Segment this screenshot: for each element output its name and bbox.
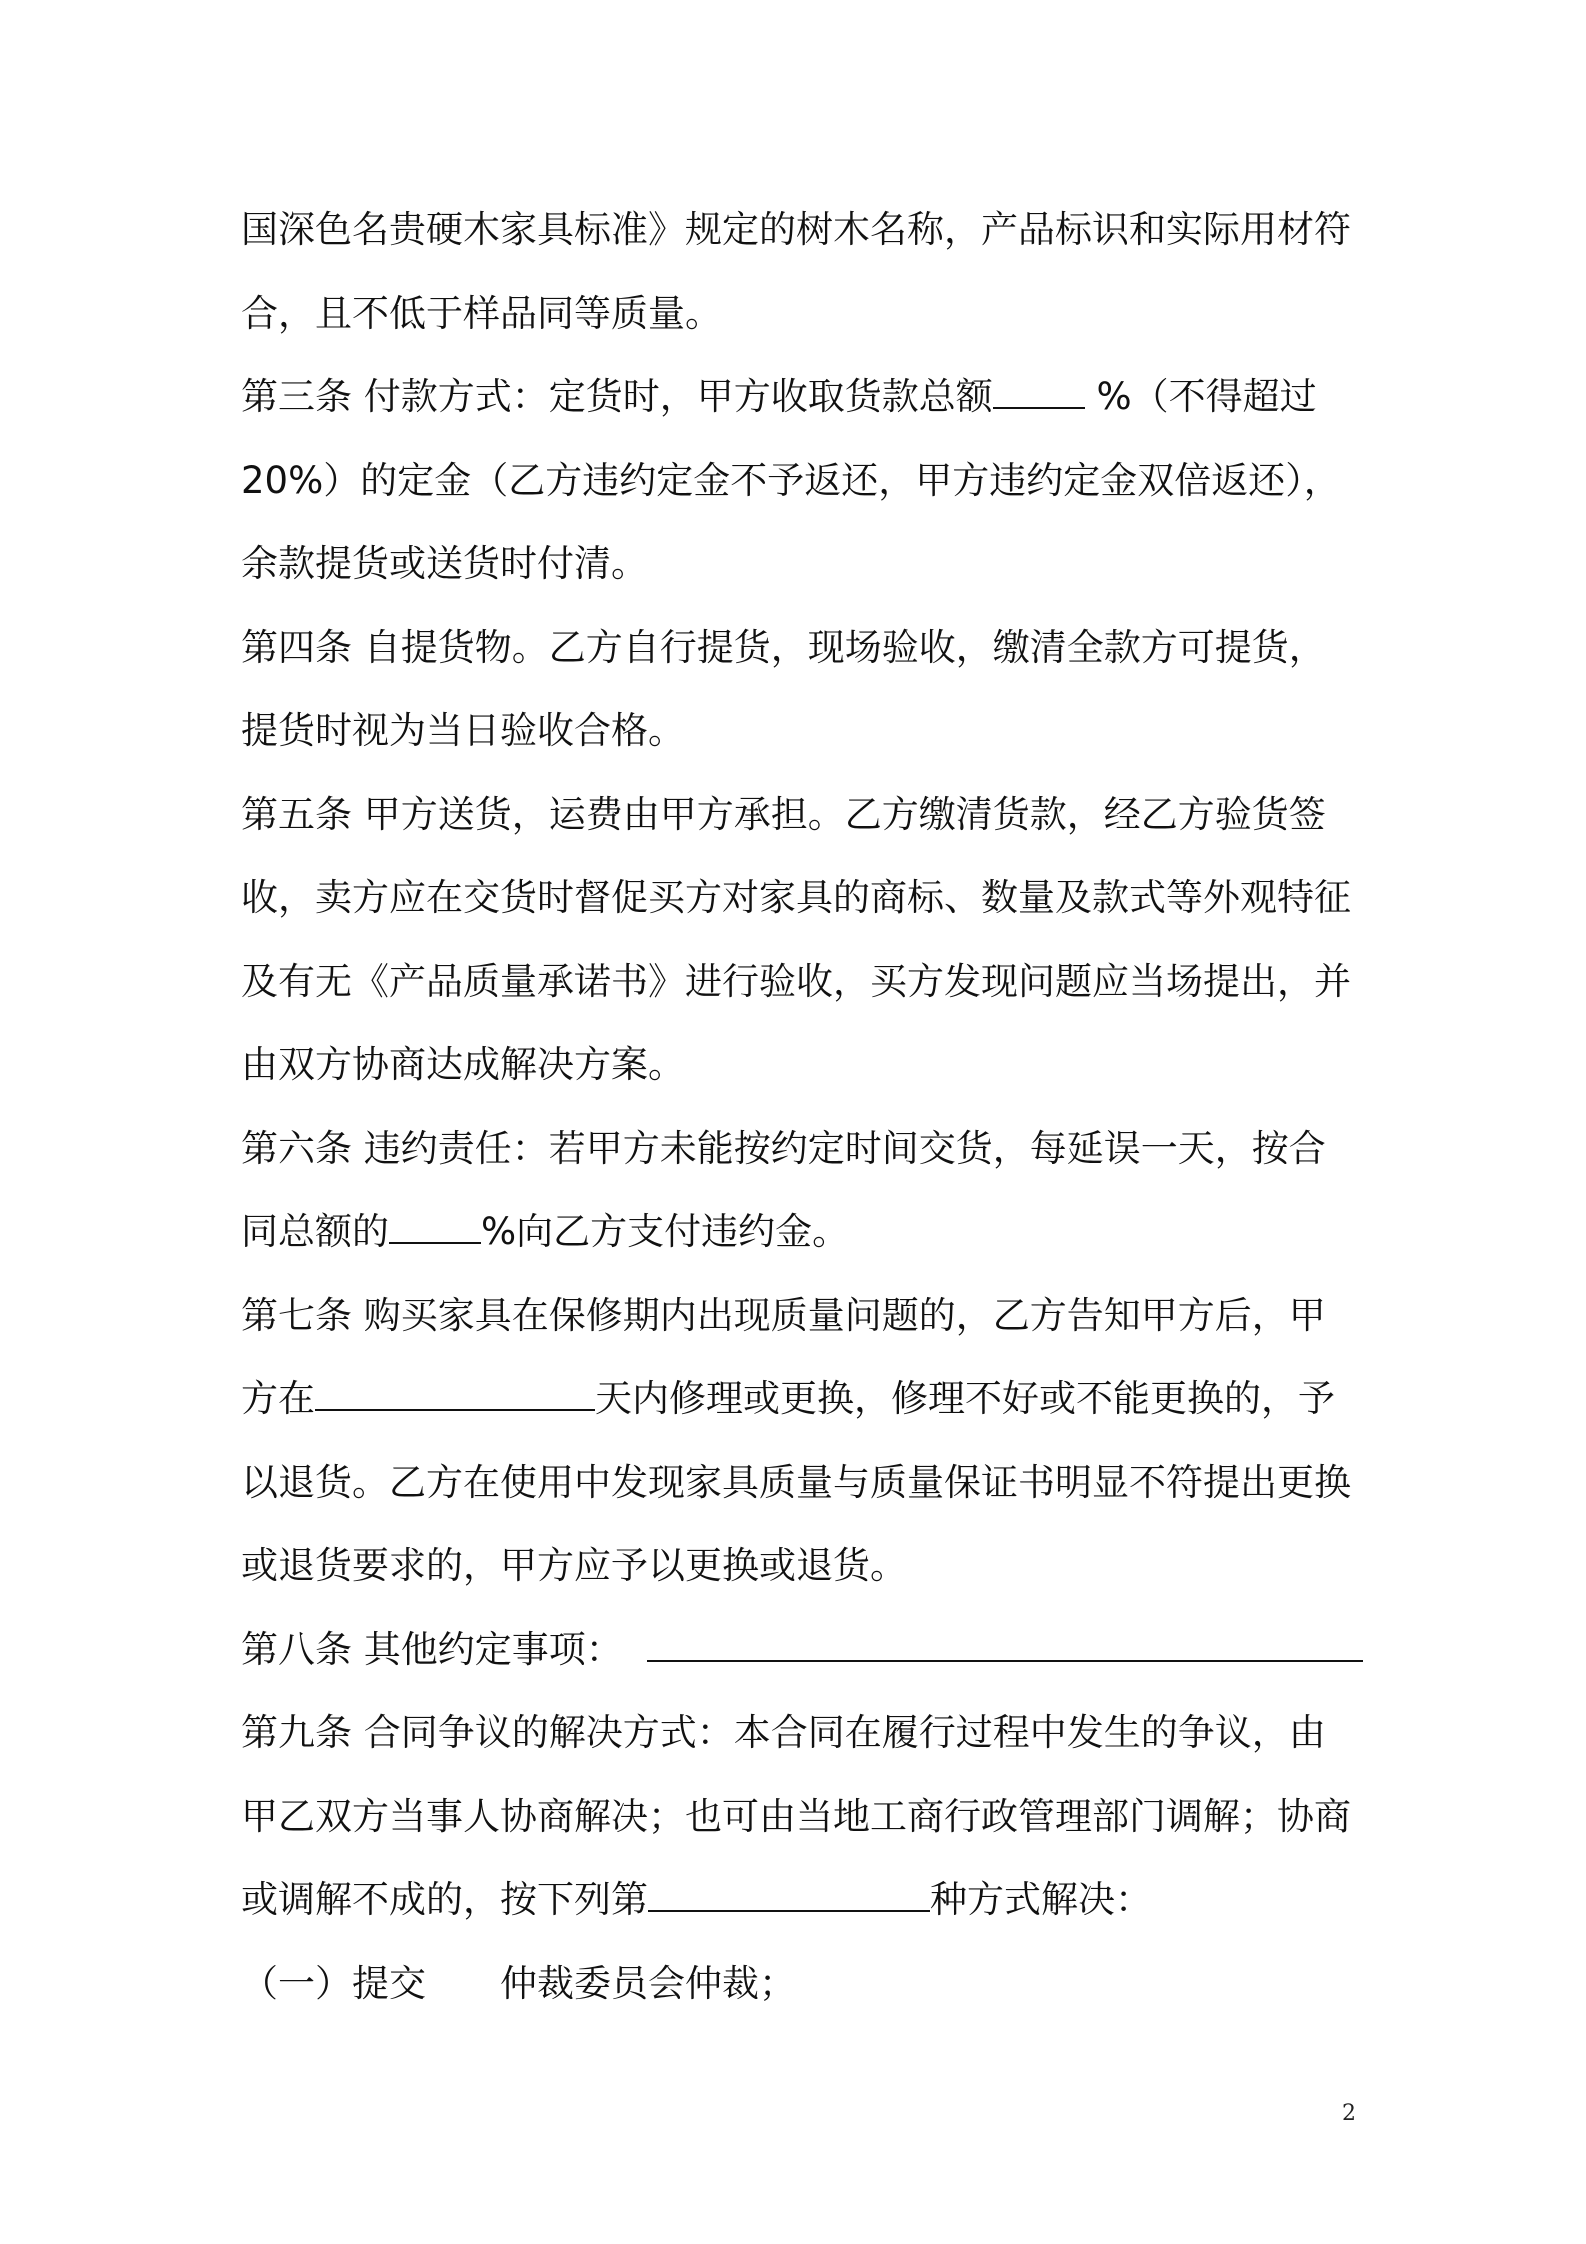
- text-line: 及有无《产品质量承诺书》进行验收，买方发现问题应当场提出，并: [241, 959, 1351, 1003]
- text-line: 甲乙双方当事人协商解决；也可由当地工商行政管理部门调解；协商: [241, 1794, 1351, 1838]
- dispute-text-end: 种方式解决：: [930, 1878, 1152, 1921]
- penalty-text: 同总额的: [241, 1210, 389, 1253]
- clause-3-text-end: %（不得超过: [1084, 375, 1317, 418]
- text-line: 20%）的定金（乙方违约定金不予返还，甲方违约定金双倍返还），: [241, 458, 1341, 502]
- repair-text-end: 天内修理或更换，修理不好或不能更换的，予: [595, 1377, 1335, 1420]
- clause-3-text: 第三条 付款方式：定货时，甲方收取货款总额: [241, 375, 993, 418]
- arbitration-line: [241, 1942, 1361, 2026]
- page-number: 2: [1342, 2101, 1356, 2126]
- contract-body: [241, 188, 1361, 2025]
- text-line: 余款提货或送货时付清。: [241, 542, 648, 585]
- text-line: 以退货。乙方在使用中发现家具质量与质量保证书明显不符提出更换: [241, 1460, 1351, 1504]
- repair-text: 方在: [241, 1377, 315, 1420]
- arbitration-text: （一）提交: [241, 1961, 426, 2005]
- text-line: 收，卖方应在交货时督促买方对家具的商标、数量及款式等外观特征: [241, 876, 1351, 919]
- penalty-percent-blank: [389, 1206, 481, 1244]
- text-line: 合，且不低于样品同等质量。: [241, 291, 722, 335]
- penalty-line: [241, 1190, 1361, 1274]
- repair-days-line: [241, 1357, 1361, 1441]
- text-line: 由双方协商达成解决方案。: [241, 1043, 685, 1086]
- clause-5-line: 第五条 甲方送货，运费由甲方承担。乙方缴清货款，经乙方验货签: [241, 792, 1326, 836]
- arbitration-text-end: 仲裁委员会仲裁；: [500, 1961, 796, 2005]
- dispute-method-blank: [648, 1874, 930, 1912]
- clause-4-line: 第四条 自提货物。乙方自行提货，现场验收，缴清全款方可提货，: [241, 625, 1326, 669]
- clause-8-text: 第八条 其他约定事项：: [241, 1627, 623, 1671]
- text-line: 或退货要求的，甲方应予以更换或退货。: [241, 1544, 907, 1587]
- other-terms-blank: [647, 1624, 1363, 1662]
- clause-6-line: 第六条 违约责任：若甲方未能按约定时间交货，每延误一天，按合: [241, 1126, 1326, 1170]
- penalty-text-end: %向乙方支付违约金。: [481, 1210, 850, 1253]
- dispute-method-line: [241, 1858, 1361, 1942]
- dispute-text: 或调解不成的，按下列第: [241, 1878, 648, 1921]
- text-line: 提货时视为当日验收合格。: [241, 709, 685, 752]
- deposit-percent-blank: [993, 371, 1085, 409]
- clause-7-line: 第七条 购买家具在保修期内出现质量问题的，乙方告知甲方后，甲: [241, 1293, 1326, 1337]
- text-line: 国深色名贵硬木家具标准》规定的树木名称，产品标识和实际用材符: [241, 208, 1351, 251]
- clause-9-line: 第九条 合同争议的解决方式：本合同在履行过程中发生的争议，由: [241, 1711, 1326, 1754]
- clause-3-line: [241, 355, 1361, 439]
- clause-8-line: [241, 1608, 1361, 1692]
- repair-days-blank: [315, 1373, 595, 1411]
